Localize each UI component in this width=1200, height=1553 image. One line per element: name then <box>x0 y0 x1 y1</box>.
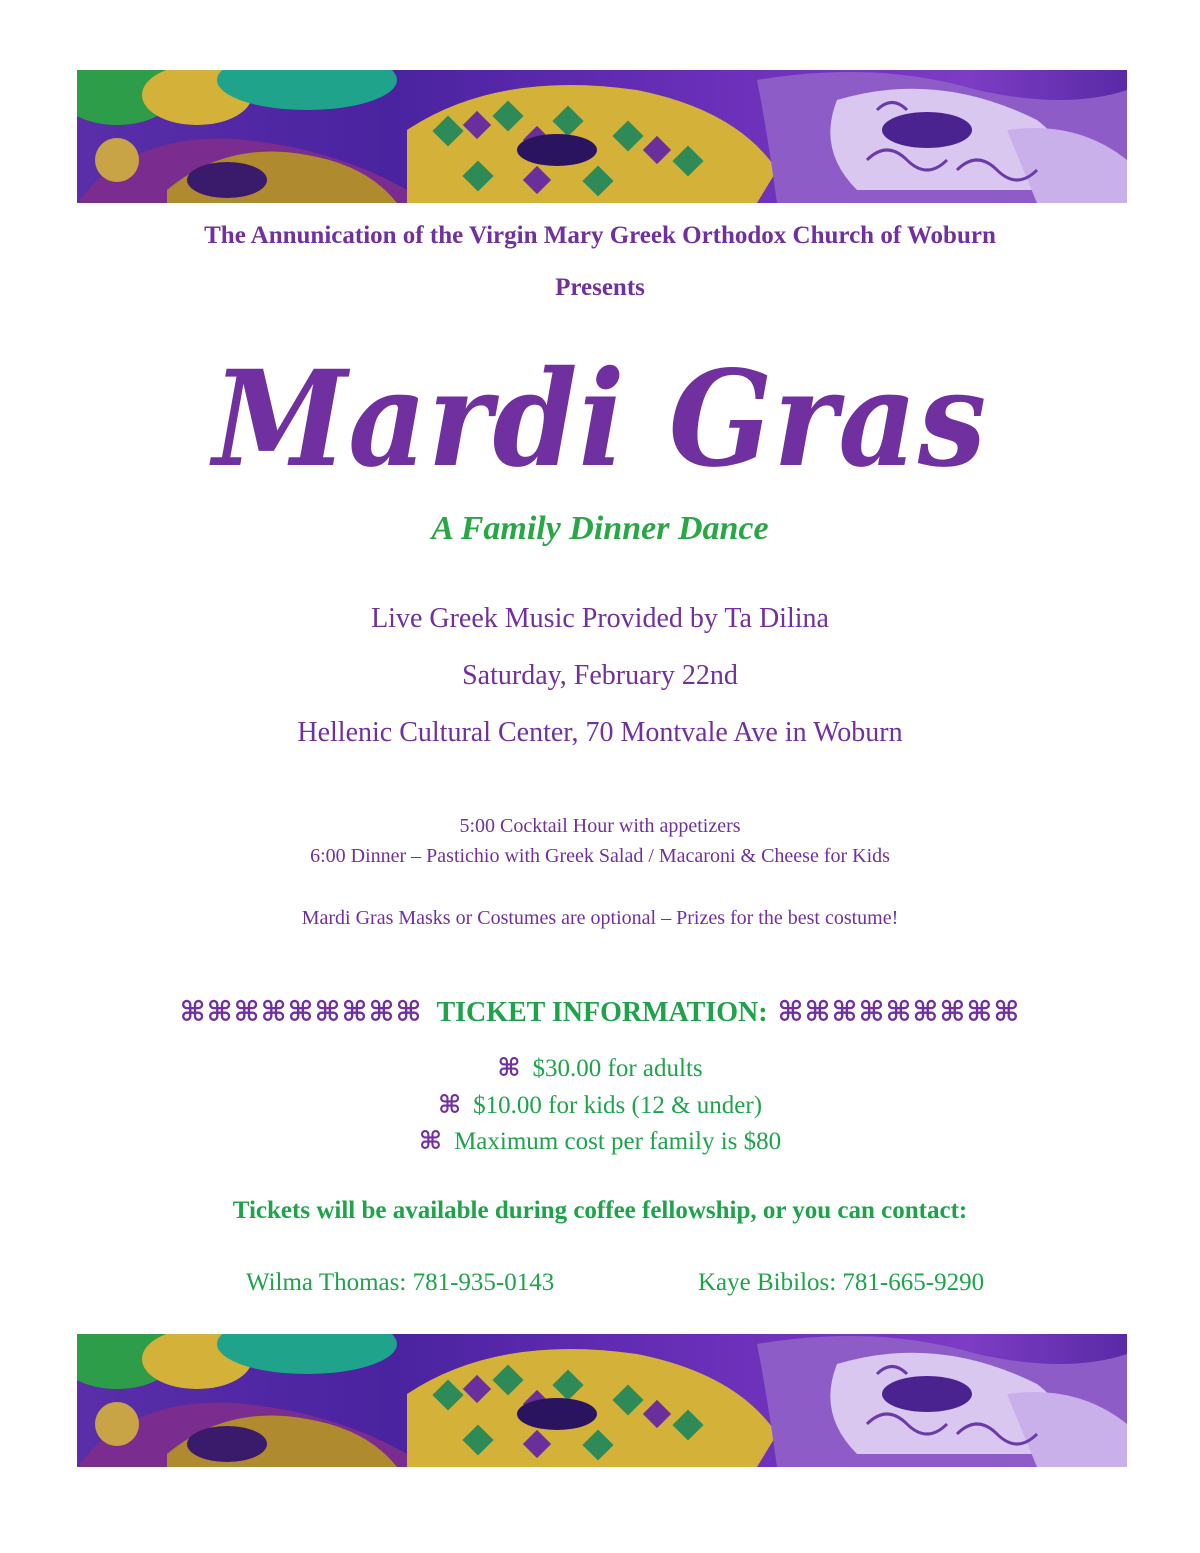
event-subtitle: A Family Dinner Dance <box>431 510 769 547</box>
masks-illustration <box>77 70 1127 203</box>
event-venue: Hellenic Cultural Center, 70 Montvale Ave in Woburn <box>297 717 903 748</box>
contact-kaye-bibilos: Kaye Bibilos: 781-665-9290 <box>698 1269 985 1296</box>
ticket-item-kids <box>0 1090 1200 1120</box>
music-info: Live Greek Music Provided by Ta Dilina <box>371 603 829 634</box>
command-bullet-icon: ⌘ <box>437 1092 462 1119</box>
costume-note: Mardi Gras Masks or Costumes are optional – Prizes for the best costume! <box>301 907 899 929</box>
presents-text: Presents <box>555 274 645 301</box>
masks-illustration <box>77 1334 1127 1467</box>
ticket-heading-label: TICKET INFORMATION: <box>436 997 768 1028</box>
ticket-heading <box>0 995 1200 1029</box>
church-name: The Annunication of the Virgin Mary Greek Orthodox Church of Woburn <box>204 222 996 249</box>
ticket-item-family-max <box>0 1126 1200 1156</box>
mardi-gras-masks-banner-bottom <box>77 1334 1127 1467</box>
ticket-item-label: $30.00 for adults <box>532 1055 703 1082</box>
ticket-item-label: Maximum cost per family is $80 <box>454 1128 782 1155</box>
ticket-availability: Tickets will be available during coffee fellowship, or you can contact: <box>232 1197 968 1224</box>
ticket-item-label: $10.00 for kids (12 & under) <box>473 1092 763 1119</box>
contact-wilma-thomas: Wilma Thomas: 781-935-0143 <box>246 1269 555 1296</box>
command-symbol-decor-right: ⌘⌘⌘⌘⌘⌘⌘⌘⌘ <box>777 997 1021 1028</box>
event-date: Saturday, February 22nd <box>462 660 738 691</box>
schedule-item-dinner: 6:00 Dinner – Pastichio with Greek Salad / Macaroni & Cheese for Kids <box>310 845 890 867</box>
mardi-gras-masks-banner-top <box>77 70 1127 203</box>
schedule-item-cocktail: 5:00 Cocktail Hour with appetizers <box>459 815 741 837</box>
command-bullet-icon: ⌘ <box>418 1128 443 1155</box>
command-bullet-icon: ⌘ <box>497 1055 521 1082</box>
command-symbol-decor-left: ⌘⌘⌘⌘⌘⌘⌘⌘⌘ <box>179 997 423 1028</box>
ticket-item-adults <box>0 1053 1200 1083</box>
event-title: Mardi Gras <box>212 342 988 497</box>
